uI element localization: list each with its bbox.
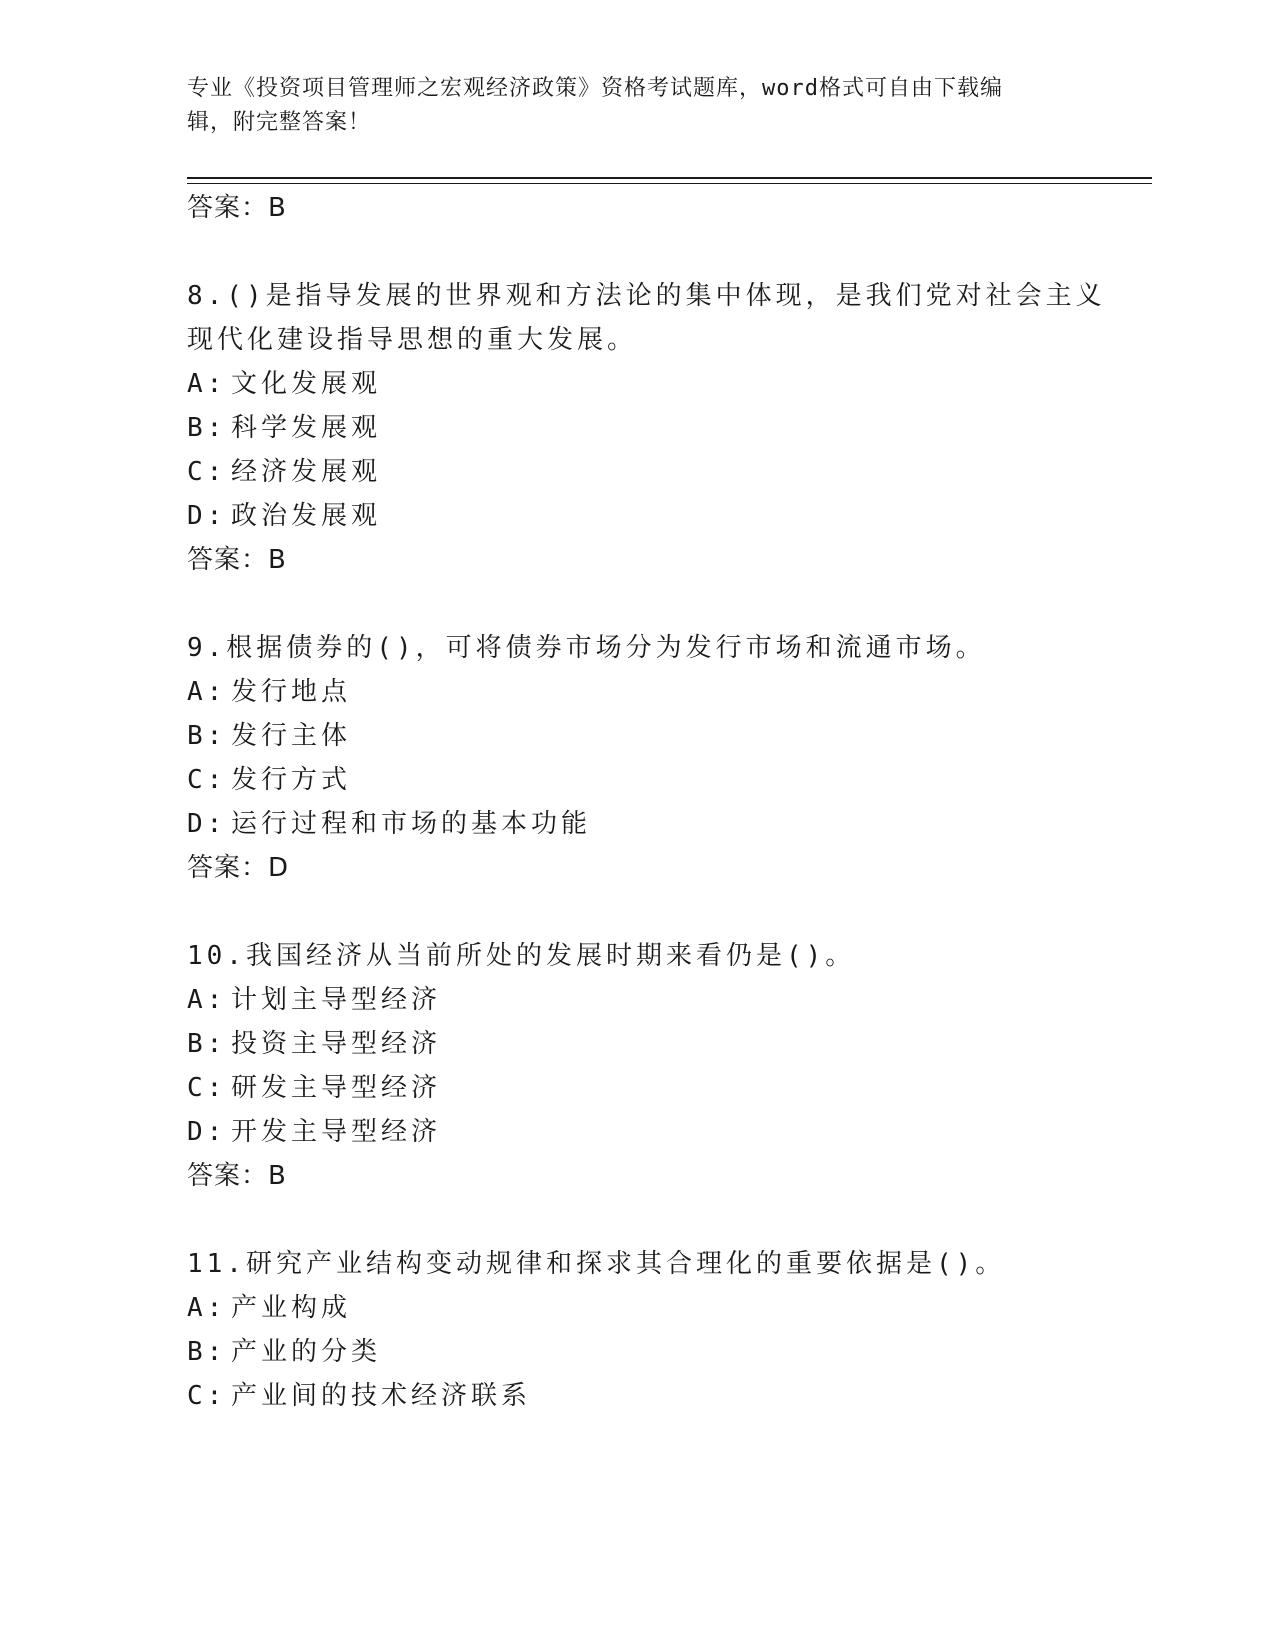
option-text: 科学发展观 — [231, 413, 382, 443]
question-9-option-b — [187, 718, 351, 754]
question-11-option-b — [187, 1334, 381, 1370]
option-label: C: — [187, 457, 227, 487]
document-header — [187, 72, 1087, 140]
option-text: 计划主导型经济 — [231, 985, 442, 1015]
option-text: 产业的分类 — [231, 1337, 382, 1367]
question-8-option-c — [187, 454, 381, 490]
option-label: A: — [187, 369, 227, 399]
option-text: 发行地点 — [231, 677, 352, 707]
option-label: C: — [187, 1073, 227, 1103]
option-label: B: — [187, 413, 227, 443]
option-label: C: — [187, 1381, 227, 1411]
option-text: 发行主体 — [231, 721, 352, 751]
option-text: 政治发展观 — [231, 501, 382, 531]
option-text: 投资主导型经济 — [231, 1029, 442, 1059]
option-text: 文化发展观 — [231, 369, 382, 399]
option-label: D: — [187, 809, 227, 839]
question-8-stem-line-2: 现代化建设指导思想的重大发展。 — [187, 325, 638, 355]
option-text: 经济发展观 — [231, 457, 382, 487]
header-rule-thick — [187, 177, 1152, 179]
question-8-option-a — [187, 366, 381, 402]
question-9-option-c — [187, 762, 351, 798]
option-text: 开发主导型经济 — [231, 1117, 442, 1147]
question-10-option-b — [187, 1026, 441, 1062]
option-text: 产业间的技术经济联系 — [231, 1381, 532, 1411]
header-rule-thin — [187, 183, 1152, 184]
option-label: B: — [187, 1337, 227, 1367]
question-9-option-d — [187, 806, 591, 842]
option-text: 研发主导型经济 — [231, 1073, 442, 1103]
question-8-stem-line-1: 8.()是指导发展的世界观和方法论的集中体现，是我们党对社会主义 — [187, 281, 1106, 311]
header-line-1: 专业《投资项目管理师之宏观经济政策》资格考试题库，word格式可自由下载编 — [187, 76, 1003, 101]
question-9-answer: 答案：D — [187, 853, 290, 883]
question-10-option-c — [187, 1070, 441, 1106]
question-11-stem: 11.研究产业结构变动规律和探求其合理化的重要依据是()。 — [187, 1249, 1006, 1279]
question-11-option-a — [187, 1290, 351, 1326]
question-10-stem: 10.我国经济从当前所处的发展时期来看仍是()。 — [187, 941, 856, 971]
question-10-option-d — [187, 1114, 441, 1150]
answer-previous: 答案：B — [187, 193, 287, 223]
option-label: A: — [187, 1293, 227, 1323]
question-9-stem: 9.根据债券的()，可将债券市场分为发行市场和流通市场。 — [187, 633, 986, 663]
option-label: D: — [187, 1117, 227, 1147]
option-text: 产业构成 — [231, 1293, 352, 1323]
option-text: 发行方式 — [231, 765, 352, 795]
question-11-option-c — [187, 1378, 531, 1414]
option-label: D: — [187, 501, 227, 531]
option-label: B: — [187, 721, 227, 751]
question-8-option-d — [187, 498, 381, 534]
question-10-option-a — [187, 982, 441, 1018]
question-8-option-b — [187, 410, 381, 446]
question-9-option-a — [187, 674, 351, 710]
question-10-answer: 答案：B — [187, 1161, 287, 1191]
option-label: A: — [187, 985, 227, 1015]
option-label: A: — [187, 677, 227, 707]
option-label: B: — [187, 1029, 227, 1059]
header-line-2: 辑，附完整答案！ — [187, 110, 372, 135]
option-text: 运行过程和市场的基本功能 — [231, 809, 592, 839]
question-8-answer: 答案：B — [187, 545, 287, 575]
option-label: C: — [187, 765, 227, 795]
